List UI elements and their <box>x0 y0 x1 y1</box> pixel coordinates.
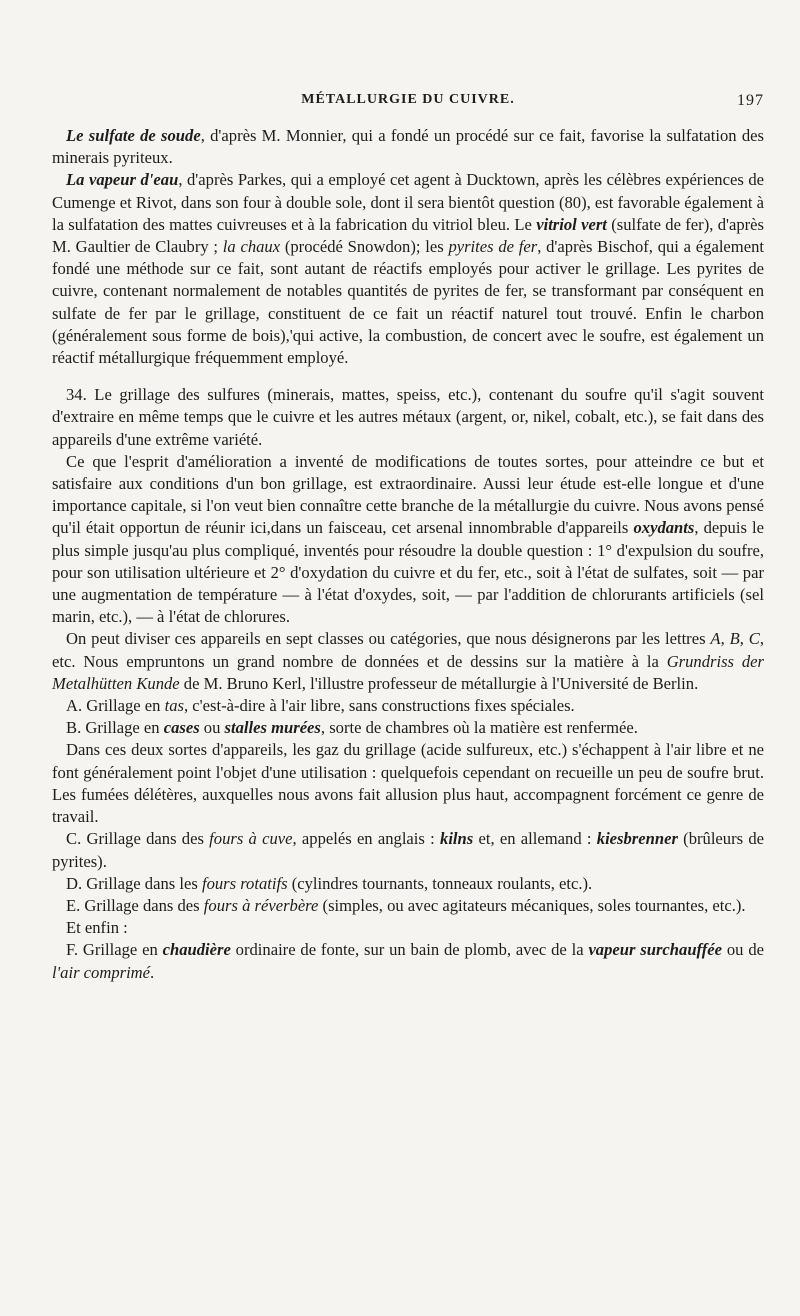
text-run: C. Grillage dans des <box>66 829 210 849</box>
page-number: 197 <box>737 92 764 109</box>
page-header <box>52 92 764 116</box>
text-run: , d'après M. Monnier, qui a fondé un procédé sur ce fait, favorise la sulfatation des minerais pyriteux. <box>52 126 764 168</box>
text-run: de M. Bruno Kerl, l'illustre professeur de métallurgie à l'Université de Berlin. <box>179 673 699 693</box>
text-run: , depuis le plus simple jusqu'au plus compliqué, inventés pour résoudre la double question : 1° d'expulsion du soufre, pour son utilisation ultérieure et 2° d'oxydation du cuivre et du fer, etc., soit à l'état de sulfates, soit — par une augmentation de température — à l'état d'oxydes, soit, — par l'addition de chlorurants artificiels (sel marin, etc.), — à l'état de chlorures. <box>52 518 765 627</box>
text-run: , <box>739 629 749 649</box>
text-run: A. Grillage en <box>66 696 165 716</box>
italic-term: chaudière <box>162 940 231 960</box>
text-run: , appelés en anglais : <box>292 829 441 849</box>
italic-term: fours à cuve <box>209 829 293 849</box>
text-run: , <box>720 629 730 649</box>
italic-term: B <box>729 629 740 649</box>
italic-term: oxydants <box>633 518 695 538</box>
list-item-d <box>52 873 764 895</box>
paragraph-classes <box>52 628 764 695</box>
running-title: MÉTALLURGIE DU CUIVRE. <box>301 92 515 107</box>
text-run: et, en allemand : <box>473 829 597 849</box>
italic-term: l'air comprimé <box>52 962 151 982</box>
text-run: Ce que l'esprit d'amélioration a inventé de modifications de toutes sortes, pour atteindre ce but et satisfaire aux conditions d'un bon grillage, est extraordinaire. Aussi leur étude est-elle longue et d'une importance capitale, si l'on veut bien connaître cette branche de la métallurgie du cuivre. Nous avons pensé qu'il était opportun de réunir ici,dans un faisceau, cet arsenal innombrable d'appareils <box>52 451 764 538</box>
paragraph-vapeur-d-eau <box>52 169 764 369</box>
text-run: F. Grillage en <box>66 940 163 960</box>
text-run: , etc. Nous empruntons un grand nombre de données et de dessins sur la matière à la <box>52 629 764 671</box>
italic-term: fours rotatifs <box>201 873 288 893</box>
italic-term: vitriol vert <box>536 214 607 234</box>
text-run: ou <box>199 718 225 738</box>
text-run: ou de <box>722 940 764 960</box>
italic-term: kilns <box>440 829 474 849</box>
text-run: , c'est-à-dire à l'air libre, sans constructions fixes spéciales. <box>183 696 575 716</box>
text-run: , d'après Parkes, qui a employé cet agent à Ducktown, après les célèbres expériences de Cumenge et Rivot, dans son four à double sole, dont il sera bientôt question (80), est favorable également à la sulfatation des mattes cuivreuses et à la fabrication du vitriol bleu. Le <box>52 170 764 234</box>
italic-term: Le sulfate de soude <box>66 126 201 145</box>
italic-term: cases <box>163 718 200 738</box>
italic-term: C <box>748 629 760 649</box>
list-item-c <box>52 828 764 872</box>
text-run: , sorte de chambres où la matière est renfermée. <box>320 718 638 738</box>
text-run: D. Grillage dans les <box>66 873 202 893</box>
text-run: (sulfate de fer), d'après M. Gaultier de Claubry ; <box>52 214 764 257</box>
list-item-b <box>52 717 764 739</box>
text-run: (cylindres tournants, tonneaux roulants, etc.). <box>287 873 593 893</box>
text-run: E. Grillage dans des <box>66 895 204 915</box>
paragraph-amelioration <box>52 451 764 629</box>
list-item-e <box>52 895 764 917</box>
text-run: (procédé Snowdon); les <box>280 237 449 257</box>
text-run: (simples, ou avec agitateurs mécaniques, soles tournantes, etc.). <box>318 895 746 915</box>
paragraph-34-grillage <box>52 384 764 451</box>
text-run: , d'après Bischof, qui a également fondé une méthode sur ce fait, sont autant de réactifs employés pour activer le grillage. Les pyrites de cuivre, contenant normalement de notables quantités de pyrites de fer, se transformant par conséquent en sulfate de fer par le grillage, constituent de ce fait un réactif naturel tout trouvé. Enfin le charbon (généralement sous forme de bois),'qui active, la combustion, de concert avec le soufre, est également un réactif métallurgique fréquemment employé. <box>52 237 764 368</box>
italic-term: tas <box>164 696 184 716</box>
text-run: . <box>150 962 155 982</box>
italic-term: pyrites de fer <box>448 237 538 257</box>
list-item-f <box>52 939 764 983</box>
text-run: ordinaire de fonte, sur un bain de plomb, avec de la <box>230 940 589 960</box>
text-run: Et enfin : <box>66 918 128 938</box>
paragraph-et-enfin <box>52 917 764 939</box>
italic-term: stalles murées <box>224 718 321 738</box>
text-run: (brûleurs de pyrites). <box>52 829 764 871</box>
paragraph-gaz-du-grillage <box>52 739 764 828</box>
italic-term: Grundriss der Metalhütten Kunde <box>52 651 764 693</box>
body-text <box>52 125 764 984</box>
italic-term: A <box>710 629 721 649</box>
italic-term: vapeur surchauffée <box>588 940 723 960</box>
paragraph-sulfate-de-soude <box>52 125 764 169</box>
italic-term: kiesbrenner <box>596 829 678 849</box>
italic-term: La vapeur d'eau <box>66 170 179 190</box>
list-item-a <box>52 695 764 717</box>
italic-term: la chaux <box>222 237 281 257</box>
italic-term: fours à réverbère <box>203 895 319 915</box>
text-run: 34. Le grillage des sulfures (minerais, mattes, speiss, etc.), contenant du soufre qu'il s'agit souvent d'extraire en même temps que le cuivre et les autres métaux (argent, or, nikel, cobalt, etc.), se fait dans des appareils d'une extrême variété. <box>52 385 764 449</box>
text-run: Dans ces deux sortes d'appareils, les gaz du grillage (acide sulfureux, etc.) s'échappent à l'air libre et ne font généralement point l'objet d'une utilisation : quelquefois cependant on recueille un peu de soufre brut. Les fumées délétères, auxquelles nous avons fait allusion plus haut, accompagnent forcément ce genre de travail. <box>52 740 764 827</box>
text-run: B. Grillage en <box>66 718 164 738</box>
text-run: On peut diviser ces appareils en sept classes ou catégories, que nous désignerons par les lettres <box>66 629 711 649</box>
